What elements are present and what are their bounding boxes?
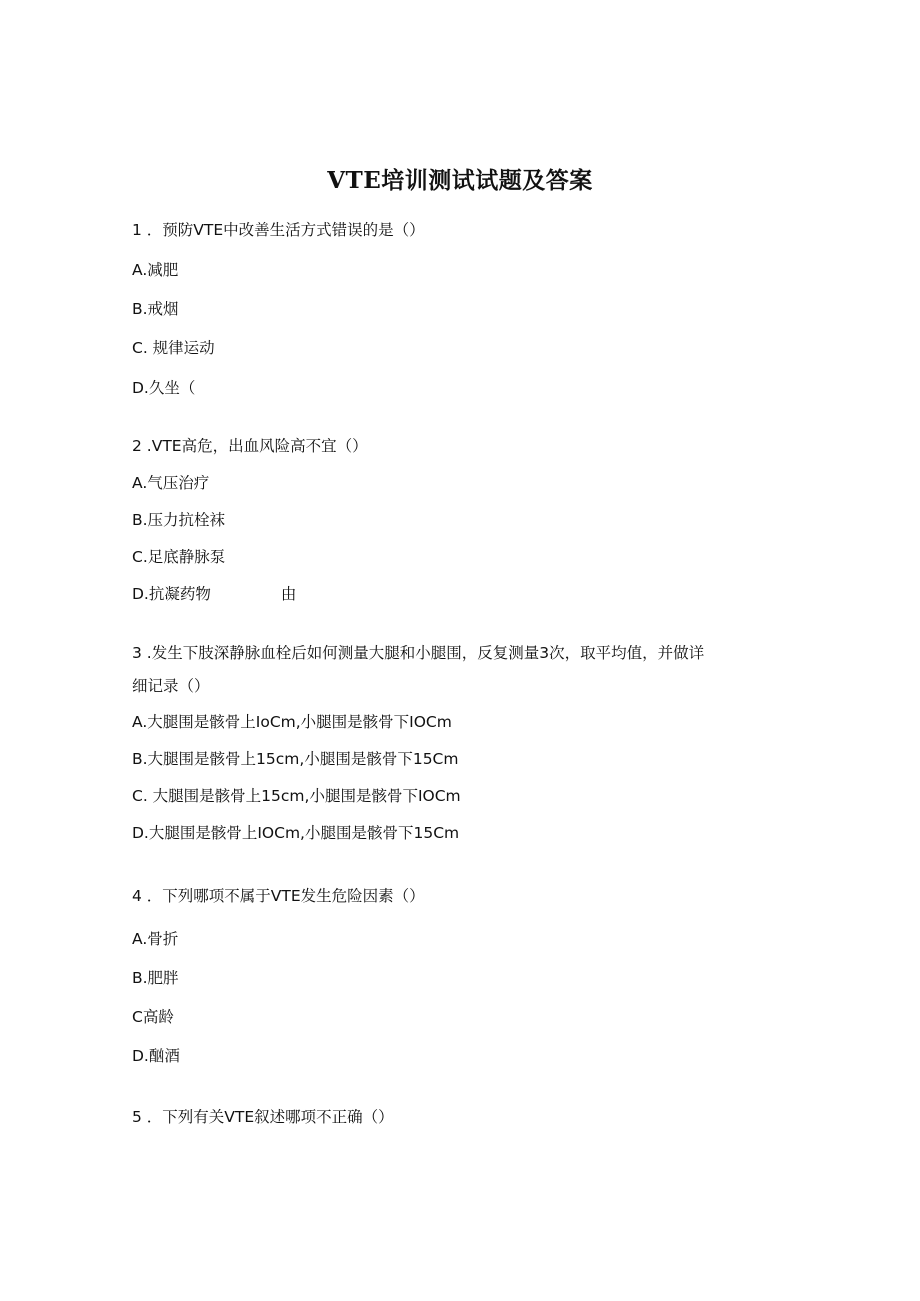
question-4-option-d: D.酗酒 (132, 1047, 180, 1065)
question-3-option-d: D.大腿围是骸骨上IOCm,小腿围是骸骨下15Cm (132, 824, 460, 842)
question-3-stem-line-1: 3 .发生下肢深静脉血栓后如何测量大腿和小腿围，反复测量3次，取平均值，并做详 (132, 644, 705, 662)
stray-mark: 由 (280, 585, 297, 603)
question-1-option-c: C. 规律运动 (132, 339, 215, 357)
question-3-stem-line-2: 细记录（） (132, 677, 210, 695)
question-2-stem: 2 .VTE高危，出血风险高不宜（） (132, 437, 368, 455)
question-2-option-c: C.足底静脉泵 (132, 548, 226, 566)
question-3-option-b: B.大腿围是骸骨上15cm,小腿围是骸骨下15Cm (132, 750, 459, 768)
question-1-option-d: D.久坐（ (132, 379, 196, 397)
question-2-option-b: B.压力抗栓袜 (132, 511, 226, 529)
question-1-option-a: A.减肥 (132, 261, 179, 279)
question-3-option-c: C. 大腿围是骸骨上15cm,小腿围是骸骨下IOCm (132, 787, 461, 805)
question-4-option-b: B.肥胖 (132, 969, 179, 987)
question-4-stem: 4 ．下列哪项不属于VTE发生危险因素（） (132, 887, 425, 905)
question-5-stem: 5 ．下列有关VTE叙述哪项不正确（） (132, 1108, 394, 1126)
question-4-option-a: A.骨折 (132, 930, 179, 948)
question-3-option-a: A.大腿围是骸骨上IoCm,小腿围是骸骨下IOCm (132, 713, 452, 731)
question-2-option-d-row (132, 584, 296, 604)
question-1-stem: 1 ．预防VTE中改善生活方式错误的是（） (132, 221, 425, 239)
question-1-option-b: B.戒烟 (132, 300, 179, 318)
question-4-option-c: C高龄 (132, 1008, 174, 1026)
question-2-option-a: A.气压治疗 (132, 474, 210, 492)
document-title: VTE培训测试试题及答案 (327, 167, 593, 194)
question-2-option-d: D.抗凝药物 (132, 585, 211, 603)
